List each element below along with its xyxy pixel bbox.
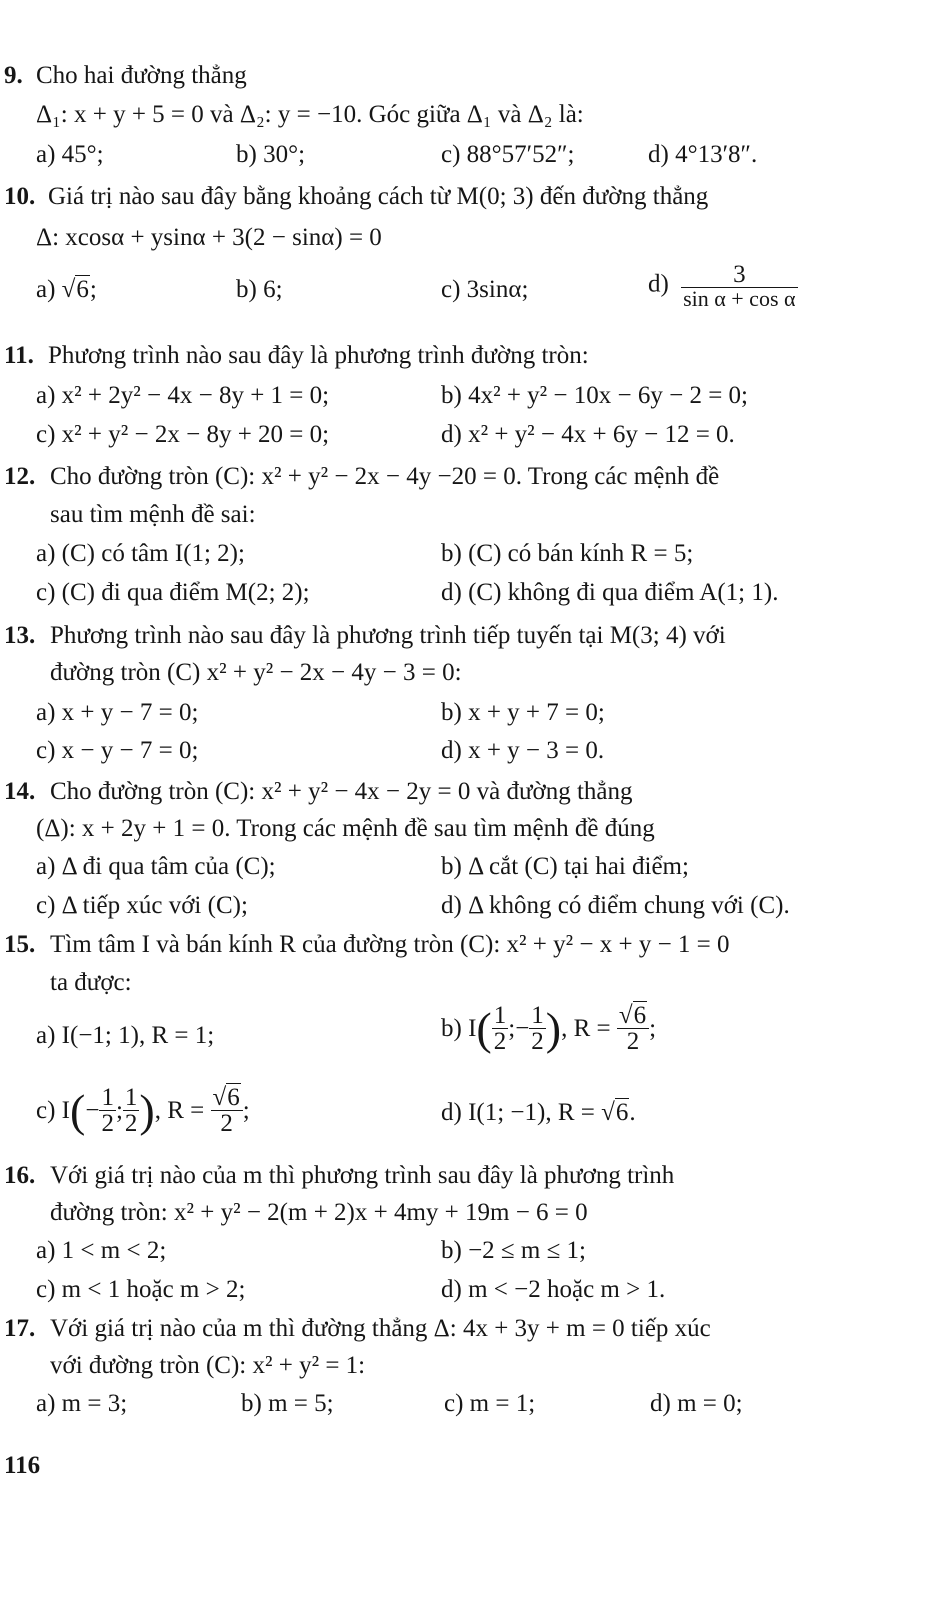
- fraction: [529, 1003, 546, 1054]
- radicand: 6: [615, 1099, 629, 1126]
- separator: ;: [242, 1096, 250, 1124]
- sqrt-expression: √6: [601, 1099, 629, 1126]
- option-a: [36, 276, 97, 304]
- option-b: b) 30°;: [236, 141, 306, 168]
- question-stem: Cho đường tròn (C): x² + y² − 4x − 2y = 0 và đường thẳng: [50, 778, 633, 805]
- fraction-denominator: sin α + cos α: [683, 286, 796, 311]
- radicand: 6: [633, 1002, 647, 1029]
- question-line: với đường tròn (C): x² + y² = 1:: [50, 1352, 366, 1379]
- option-b: b) Δ cắt (C) tại hai điểm;: [441, 853, 689, 880]
- question-number: 11.: [4, 342, 34, 369]
- option-b: b) 6;: [236, 276, 283, 303]
- question-stem: Tìm tâm I và bán kính R của đường tròn (C): x² + y² − x + y − 1 = 0: [50, 931, 730, 958]
- question-number: 14.: [4, 778, 36, 805]
- question-stem: Giá trị nào sau đây bằng khoảng cách từ M(0; 3) đến đường thẳng: [48, 183, 709, 210]
- fraction-denominator: 2: [124, 1110, 138, 1137]
- option-a: a) m = 3;: [36, 1390, 128, 1417]
- question-stem: Phương trình nào sau đây là phương trình đường tròn:: [48, 342, 589, 369]
- fraction-denominator: 2: [493, 1028, 507, 1055]
- separator: ;: [649, 1014, 657, 1042]
- fraction: [123, 1085, 140, 1136]
- question-number: 10.: [4, 183, 36, 210]
- option-d: d) x + y − 3 = 0.: [441, 737, 605, 764]
- option-d: [648, 262, 798, 310]
- fraction-numerator: √6: [618, 1002, 647, 1029]
- separator: ;: [508, 1014, 516, 1042]
- question-line: Δ₁: x + y + 5 = 0 và Δ₂: y = −10. Góc giữa Δ₁ và Δ₂ là:: [36, 101, 584, 128]
- option-c: c) m < 1 hoặc m > 2;: [36, 1276, 246, 1303]
- question-number: 15.: [4, 931, 36, 958]
- option-d-label: d): [648, 270, 669, 298]
- option-a: a) (C) có tâm I(1; 2);: [36, 540, 245, 567]
- option-d-text: d) I(1; −1), R =: [441, 1099, 595, 1126]
- question-number: 16.: [4, 1162, 36, 1189]
- option-c: c) m = 1;: [444, 1390, 536, 1417]
- paren-left: (: [476, 1003, 492, 1054]
- question-line: đường tròn (C) x² + y² − 2x − 4y − 3 = 0:: [50, 659, 462, 686]
- question-number: 17.: [4, 1315, 36, 1342]
- fraction-numerator: 1: [531, 1002, 544, 1029]
- question-stem: Phương trình nào sau đây là phương trình tiếp tuyến tại M(3; 4) với: [50, 622, 726, 649]
- question-line: Δ: xcosα + ysinα + 3(2 − sinα) = 0: [36, 224, 382, 251]
- question-stem: Cho đường tròn (C): x² + y² − 2x − 4y −20 = 0. Trong các mệnh đề: [50, 463, 720, 490]
- page-number: 116: [4, 1452, 41, 1479]
- option-c: c) 88°57′52″;: [441, 141, 575, 168]
- option-a: a) x + y − 7 = 0;: [36, 699, 199, 726]
- fraction-denominator: 2: [617, 1028, 649, 1054]
- question-number: 12.: [4, 463, 36, 490]
- question-stem: Cho hai đường thẳng: [36, 62, 247, 89]
- option-d: d) m < −2 hoặc m > 1.: [441, 1276, 666, 1303]
- option-b: b) x + y + 7 = 0;: [441, 699, 605, 726]
- option-a: a) 45°;: [36, 141, 104, 168]
- fraction-numerator: √6: [212, 1084, 240, 1111]
- radicand: 6: [76, 276, 89, 303]
- option-c: c) Δ tiếp xúc với (C);: [36, 892, 248, 919]
- fraction: [99, 1085, 116, 1136]
- option-a: a) 1 < m < 2;: [36, 1237, 167, 1264]
- fraction-numerator: 3: [733, 261, 746, 288]
- option-d: d) x² + y² − 4x + 6y − 12 = 0.: [441, 421, 735, 448]
- option-d: d) 4°13′8″.: [648, 141, 758, 168]
- option-b: b) 4x² + y² − 10x − 6y − 2 = 0;: [441, 382, 749, 409]
- option-b: b) m = 5;: [241, 1390, 334, 1417]
- separator: ;: [115, 1096, 123, 1124]
- question-number: 9.: [4, 62, 23, 89]
- paren-left: (: [70, 1085, 86, 1136]
- option-b: [441, 1002, 656, 1055]
- radius-label: , R =: [154, 1096, 211, 1124]
- option-d-suffix: .: [629, 1099, 636, 1126]
- option-d: d) (C) không đi qua điểm A(1; 1).: [441, 579, 779, 606]
- question-line: đường tròn: x² + y² − 2(m + 2)x + 4my + 19m − 6 = 0: [50, 1199, 588, 1226]
- option-d: d) Δ không có điểm chung với (C).: [441, 892, 790, 919]
- fraction: [492, 1003, 509, 1054]
- question-number: 13.: [4, 622, 36, 649]
- option-b: b) −2 ≤ m ≤ 1;: [441, 1237, 587, 1264]
- option-a: a) Δ đi qua tâm của (C);: [36, 853, 276, 880]
- question-line: ta được:: [50, 969, 132, 996]
- paren-right: ): [139, 1085, 155, 1136]
- option-a: a) I(−1; 1), R = 1;: [36, 1022, 215, 1049]
- option-a-label: a): [36, 276, 56, 303]
- option-c: c) 3sinα;: [441, 276, 529, 303]
- fraction-numerator: 1: [101, 1084, 114, 1111]
- minus-sign: −: [515, 1014, 530, 1042]
- fraction-denominator: 2: [211, 1110, 243, 1136]
- fraction-denominator: 2: [101, 1110, 114, 1137]
- fraction-numerator: 1: [493, 1002, 507, 1029]
- option-c: c) (C) đi qua điểm M(2; 2);: [36, 579, 310, 606]
- option-c-label: c) I: [36, 1096, 70, 1124]
- fraction: [211, 1085, 243, 1136]
- option-c: c) x² + y² − 2x − 8y + 20 = 0;: [36, 421, 330, 448]
- option-b: b) (C) có bán kính R = 5;: [441, 540, 694, 567]
- fraction-numerator: 1: [124, 1084, 138, 1111]
- radicand: 6: [227, 1084, 240, 1111]
- minus-sign: −: [85, 1096, 100, 1124]
- paren-right: ): [545, 1003, 562, 1054]
- option-c: [36, 1084, 250, 1137]
- option-d: [441, 1099, 636, 1127]
- fraction: [617, 1003, 649, 1054]
- question-stem: Với giá trị nào của m thì đường thẳng Δ: 4x + 3y + m = 0 tiếp xúc: [50, 1315, 711, 1342]
- question-line: sau tìm mệnh đề sai:: [50, 501, 256, 528]
- option-c: c) x − y − 7 = 0;: [36, 737, 199, 764]
- option-d: d) m = 0;: [650, 1390, 743, 1417]
- sqrt-expression: √6: [61, 276, 89, 303]
- fraction-denominator: 2: [531, 1028, 544, 1055]
- question-stem: Với giá trị nào của m thì phương trình sau đây là phương trình: [50, 1162, 675, 1189]
- option-a: a) x² + 2y² − 4x − 8y + 1 = 0;: [36, 382, 330, 409]
- radius-label: , R =: [561, 1014, 617, 1042]
- question-line: (Δ): x + 2y + 1 = 0. Trong các mệnh đề sau tìm mệnh đề đúng: [36, 815, 655, 842]
- fraction: [681, 262, 797, 310]
- option-a-suffix: ;: [89, 276, 97, 303]
- option-b-label: b) I: [441, 1014, 477, 1042]
